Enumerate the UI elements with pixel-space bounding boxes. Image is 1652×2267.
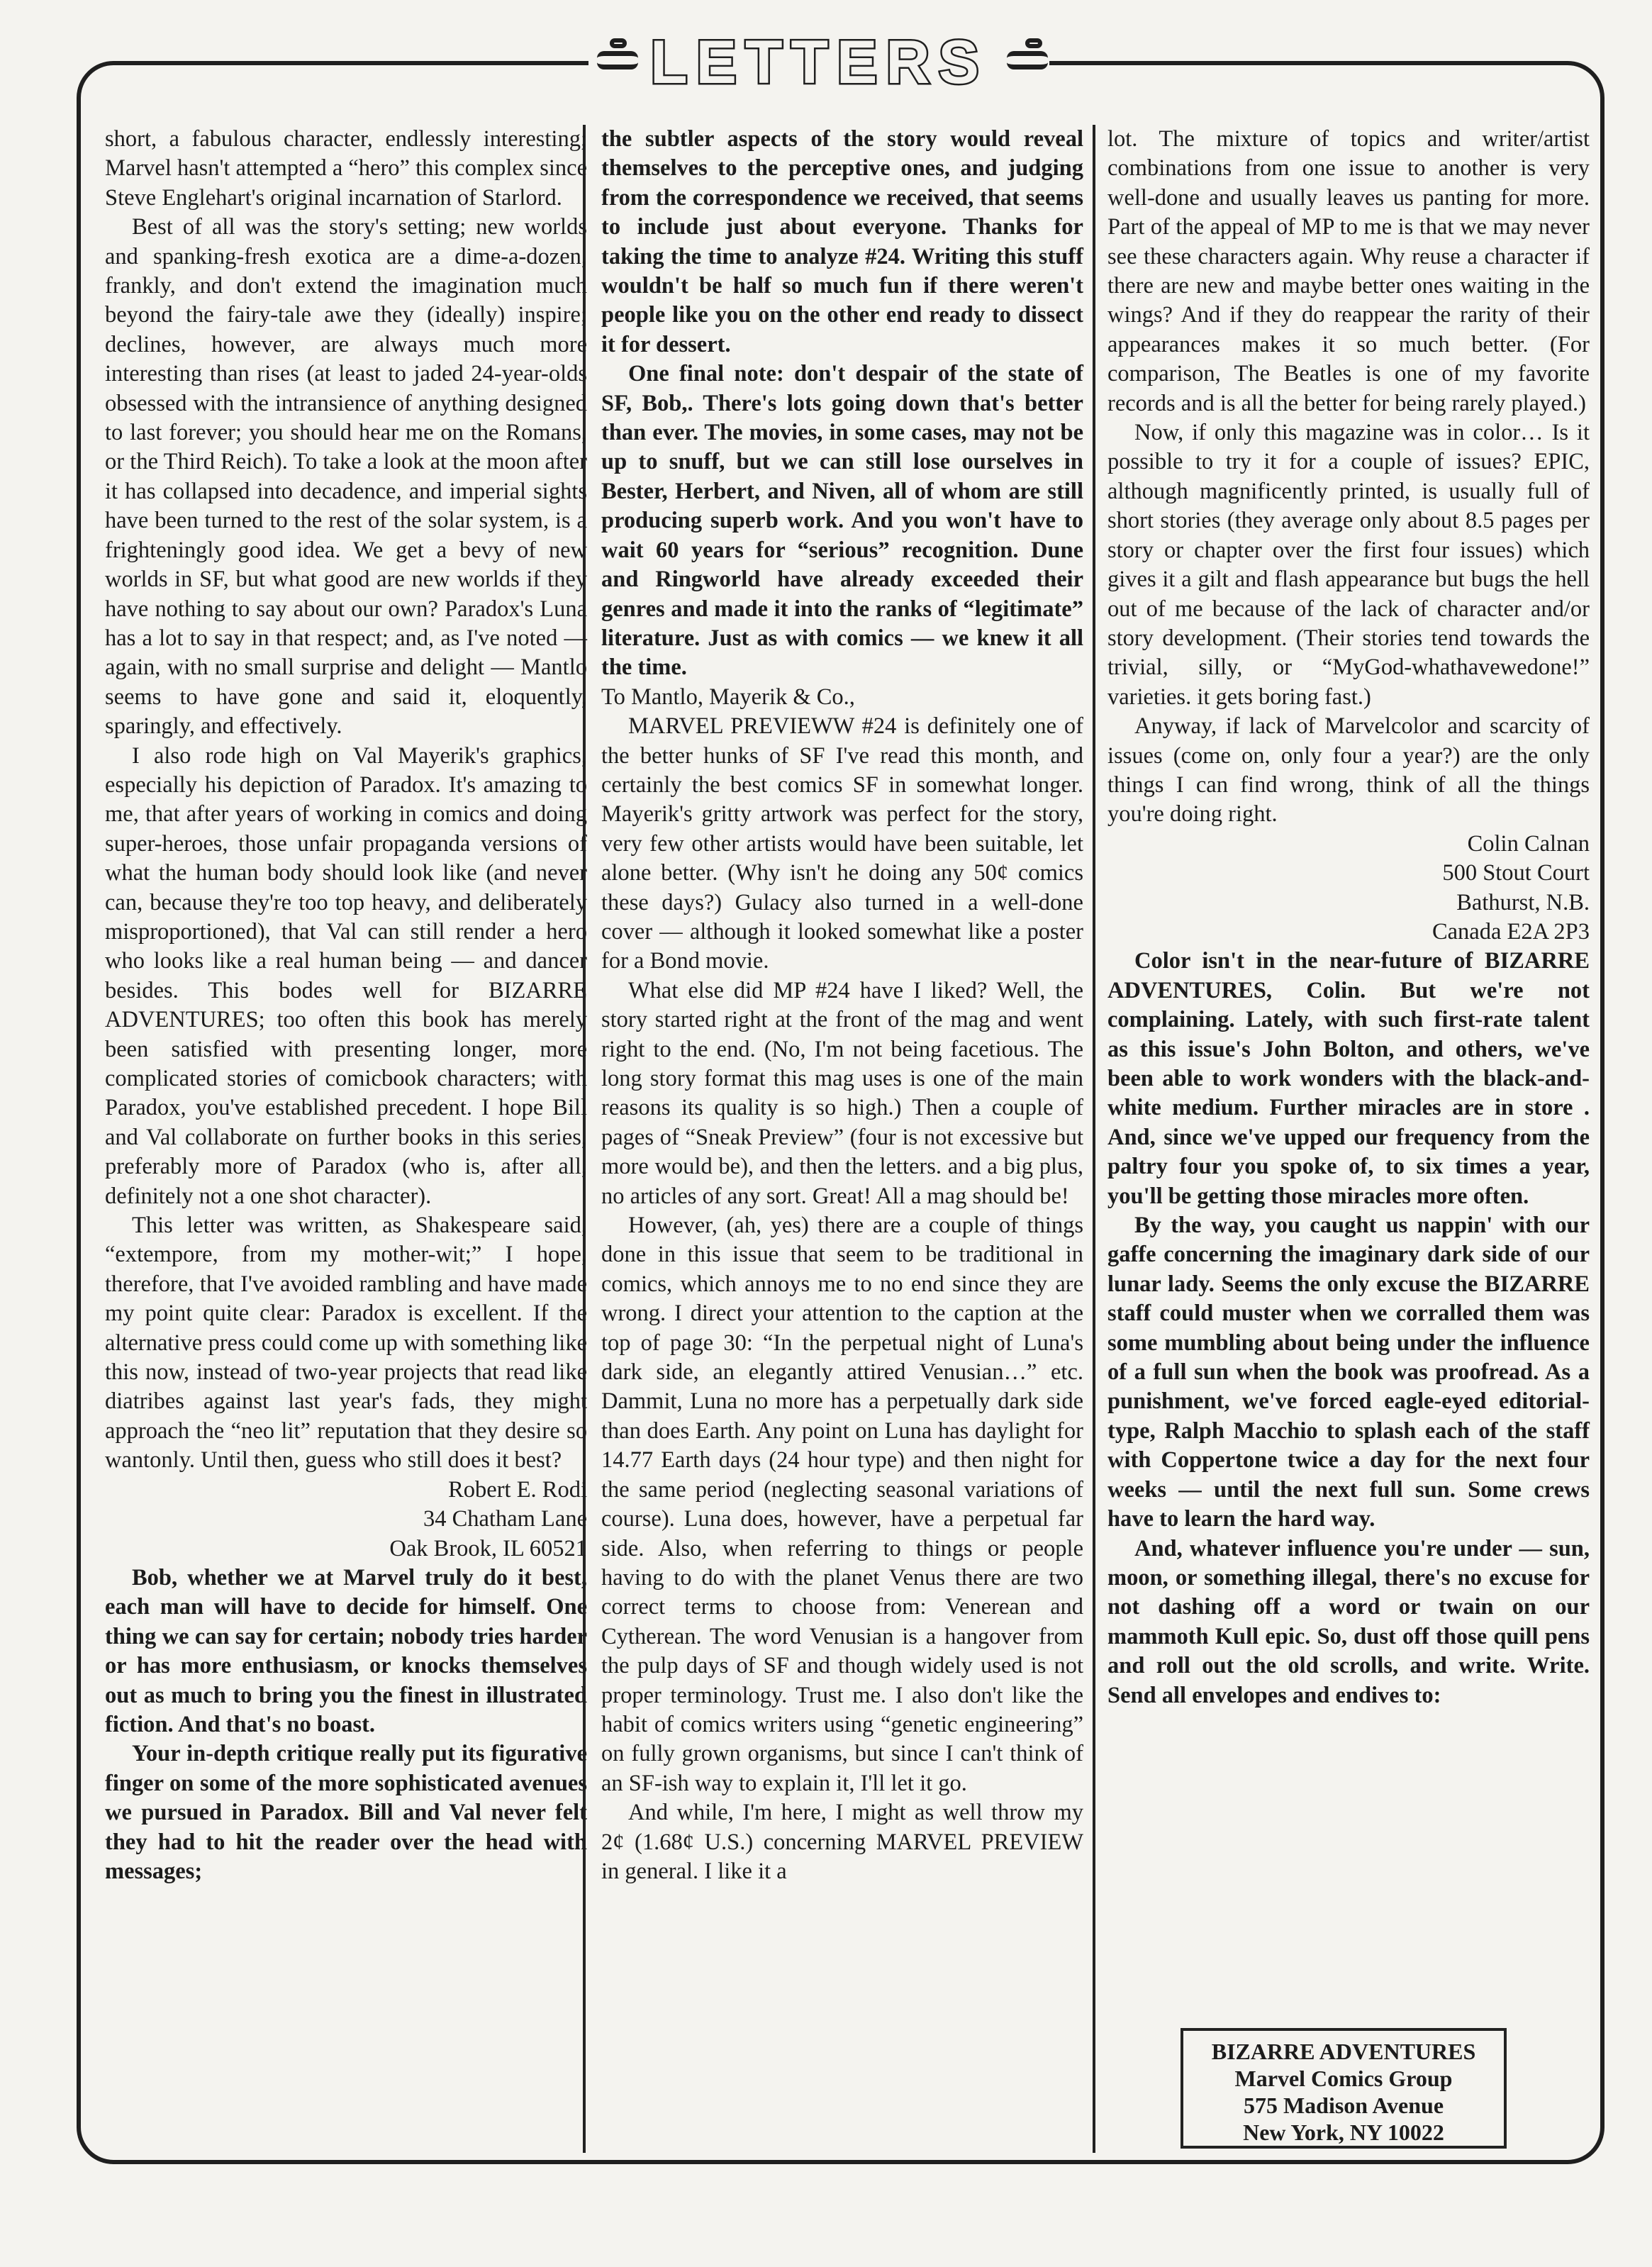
address-line: BIZARRE ADVENTURES [1211, 2039, 1476, 2064]
letter-paragraph: However, (ah, yes) there are a couple of things done in this issue that seem to be traditional in comics, which annoys me to no end since they are wrong. I direct your attention to the caption at the top of page 30: “In the perpetual night of Luna's dark side, an elegantly attired Venusian…” etc. Dammit, Luna no more has a perpetually dark side than does Earth. Any point on Luna has daylight for 14.77 Earth days (24 hour type) and then night for the same period (neglecting seasonal variations of course). Luna does, however, have a perpetual far side. Also, when referring to things or people having to do with the planet Venus there are two correct terms to choose from: Venerean and Cytherean. The word Venusian is a hangover from the pulp days of SF and though widely used is not proper terminology. Trust me. I also don't like the habit of comics writers using “genetic engineering” on fully grown organisms, but since I can't think of an SF-ish way to explain it, I'll let it go. [601, 1213, 1083, 1796]
address-line: New York, NY 10022 [1243, 2120, 1444, 2145]
editor-reply: the subtler aspects of the story would reveal themselves to the perceptive ones, and judging from the correspondence we received, that seems to include just about everyone. Thanks for taking the time to analyze #24. Writing this stuff wouldn't be half so much fun if there weren't people like you on the other end ready to dissect it for dessert. [601, 126, 1083, 357]
page-title: LETTERS [650, 28, 988, 96]
letter-paragraph: Anyway, if lack of Marvelcolor and scarcity of issues (come on, only four a year?) are the only things I can find wrong, think of all the things you're doing right. [1107, 713, 1590, 828]
editor-reply: And, whatever influence you're under — sun, moon, or something illegal, there's no excuse for not dashing off a word or twain on our mammoth Kull epic. So, dust off those quill pens and roll out the old scrolls, and write. Write. Send all envelopes and endives to: [1107, 1535, 1590, 1708]
editor-reply: One final note: don't despair of the state of SF, Bob,. There's lots going down that's better than ever. The movies, in some cases, may not be up to snuff, but we can still lose ourselves in Bester, Herbert, and Niven, all of whom are still producing superb work. And you won't have to wait 60 years for “serious” recognition. Dune and Ringworld have already exceeded their genres and made it into the ranks of “legitimate” literature. Just as with comics — we knew it all the time. [601, 361, 1083, 681]
letter-paragraph: I also rode high on Val Mayerik's graphics, especially his depiction of Paradox. It's amazing to me, that after years of working in comics and doing super-heroes, those unfair propaganda versions of what the human body should look like (and never can, because they're too top heavy, and deliberately misproportioned), that Val can still render a hero who looks like a real human being — and dancer besides. This bodes well for BIZARRE ADVENTURES; too often this book has merely been satisfied with presenting longer, more complicated stories of comicbook characters; with Paradox, you've established precedent. I hope Bill and Val collaborate on further books in this series, preferably more of Paradox (who is, after all, definitely not a one shot character). [105, 742, 587, 1209]
column-2 [601, 125, 1083, 1886]
column-divider [1093, 125, 1095, 2153]
editor-reply: Color isn't in the near-future of BIZARRE ADVENTURES, Colin. But we're not complaining. Lately, with such first-rate talent as this issue's John Bolton, and others, we've been able to work wonders with the black-and-white medium. Further miracles are in store . And, since we've upped our frequency from the paltry four you spoke of, to six times a year, you'll be getting those miracles more often. [1107, 948, 1590, 1209]
signature-address: Canada E2A 2P3 [1431, 918, 1590, 945]
letter-paragraph: lot. The mixture of topics and writer/artist combinations from one issue to another is very well-done and usually leaves us panting for more. Part of the appeal of MP to me is that we may never see these characters again. Why reuse a character if there are new and maybe better ones waiting in the wings? And if they do reappear the rarity of their appearances makes it so much better. (For comparison, The Beatles is one of my favorite records and is all the better for being rarely played.) [1107, 126, 1590, 416]
letter-salutation: To Mantlo, Mayerik & Co., [601, 684, 855, 710]
signature-address: Bathurst, N.B. [1456, 889, 1590, 915]
header-ornament-left-rule [597, 51, 638, 69]
address-line: 575 Madison Avenue [1243, 2093, 1444, 2118]
letter-paragraph: MARVEL PREVIEWW #24 is definitely one of the better hunks of SF I've read this month, and certainly the best comics SF in somewhat longer. Mayerik's gritty artwork was perfect for the story, very few other artists would have been suitable, let alone better. (Why isn't he doing any 50¢ comics these days?) Gulacy also turned in a well-done cover — although it looked somewhat like a poster for a Bond movie. [601, 713, 1083, 974]
mailing-address-box [1181, 2028, 1507, 2149]
signature-name: Robert E. Rodi [448, 1476, 587, 1503]
letter-paragraph: Now, if only this magazine was in color… Is it possible to try it for a couple of issues? EPIC, although magnificently printed, is usually full of short stories (they average only about 8.5 pages per story or chapter over the first four issues) which gives it a gilt and flash appearance but bugs the hell out of me because of the lack of character and/or story development. (Their stories tend towards the trivial, silly, or “MyGod-whathavewedone!” varieties. it gets boring fast.) [1107, 420, 1590, 710]
editor-reply: Bob, whether we at Marvel truly do it best, each man will have to decide for himself. One thing we can say for certain; nobody tries harder or has more enthusiasm, or knocks themselves out as much to bring you the finest in illustrated fiction. And that's no boast. [105, 1564, 587, 1737]
column-1 [105, 125, 587, 1886]
header-ornament-right-icon [1025, 38, 1042, 48]
letter-paragraph: short, a fabulous character, endlessly interesting; Marvel hasn't attempted a “hero” this complex since Steve Englehart's original incarnation of Starlord. [105, 126, 587, 211]
signature-name: Colin Calnan [1467, 830, 1590, 857]
signature-address: Oak Brook, IL 60521 [389, 1535, 587, 1561]
editor-reply: Your in-depth critique really put its figurative finger on some of the more sophisticated avenues we pursued in Paradox. Bill and Val never felt they had to hit the reader over the head with messages; [105, 1741, 587, 1884]
letter-paragraph: And while, I'm here, I might as well throw my 2¢ (1.68¢ U.S.) concerning MARVEL PREVIEW in general. I like it a [601, 1800, 1083, 1884]
letter-paragraph: Best of all was the story's setting; new worlds and spanking-fresh exotica are a dime-a-dozen, frankly, and don't extend the imagination much beyond the fairy-tale awe they (ideally) inspire; declines, however, are always much more interesting than rises (at least to jaded 24-year-olds obsessed with the intransience of anything designed to last forever; you should hear me on the Romans, or the Third Reich). To take a look at the moon after it has collapsed into decadence, and imperial sights have been turned to the rest of the solar system, is a frighteningly good idea. We get a bevy of new worlds in SF, but what good are new worlds if they have nothing to say about our own? Paradox's Luna has a lot to say in that respect; and, as I've noted — again, with no small surprise and delight — Mantlo seems to have gone and said it, eloquently, sparingly, and effectively. [105, 214, 587, 740]
editor-reply: By the way, you caught us nappin' with our gaffe concerning the imaginary dark side of our lunar lady. Seems the only excuse the BIZARRE staff could muster when we corralled them was some mumbling about being under the influence of a full sun when the book was proofread. As a punishment, we've forced eagle-eyed editorial-type, Ralph Macchio to splash each of the staff with Coppertone twice a day for the next four weeks — until the next full sun. Some crews have to learn the hard way. [1107, 1213, 1590, 1532]
letter-paragraph: What else did MP #24 have I liked? Well, the story started right at the front of the mag and went right to the end. (No, I'm not being facetious. The long story format this mag uses is one of the main reasons its quality is so high.) Then a couple of pages of “Sneak Preview” (four is not excessive but more would be), and then the letters. and a big plus, no articles of any sort. Great! All a mag should be! [601, 977, 1083, 1209]
column-3 [1107, 125, 1590, 1710]
letter-paragraph: This letter was written, as Shakespeare said, “extempore, from my mother-wit;” I hope, therefore, that I've avoided rambling and have made my point quite clear: Paradox is excellent. If the alternative press could come up with something like this now, instead of two-year projects that read like diatribes against last year's fads, they might approach the “neo lit” reputation that they desire so wantonly. Until then, guess who still does it best? [105, 1213, 587, 1474]
signature-address: 500 Stout Court [1442, 860, 1590, 886]
header-ornament-right-rule [1007, 51, 1048, 69]
header-ornament-left-icon [610, 38, 627, 48]
signature-address: 34 Chatham Lane [423, 1506, 587, 1532]
address-line: Marvel Comics Group [1234, 2066, 1453, 2091]
